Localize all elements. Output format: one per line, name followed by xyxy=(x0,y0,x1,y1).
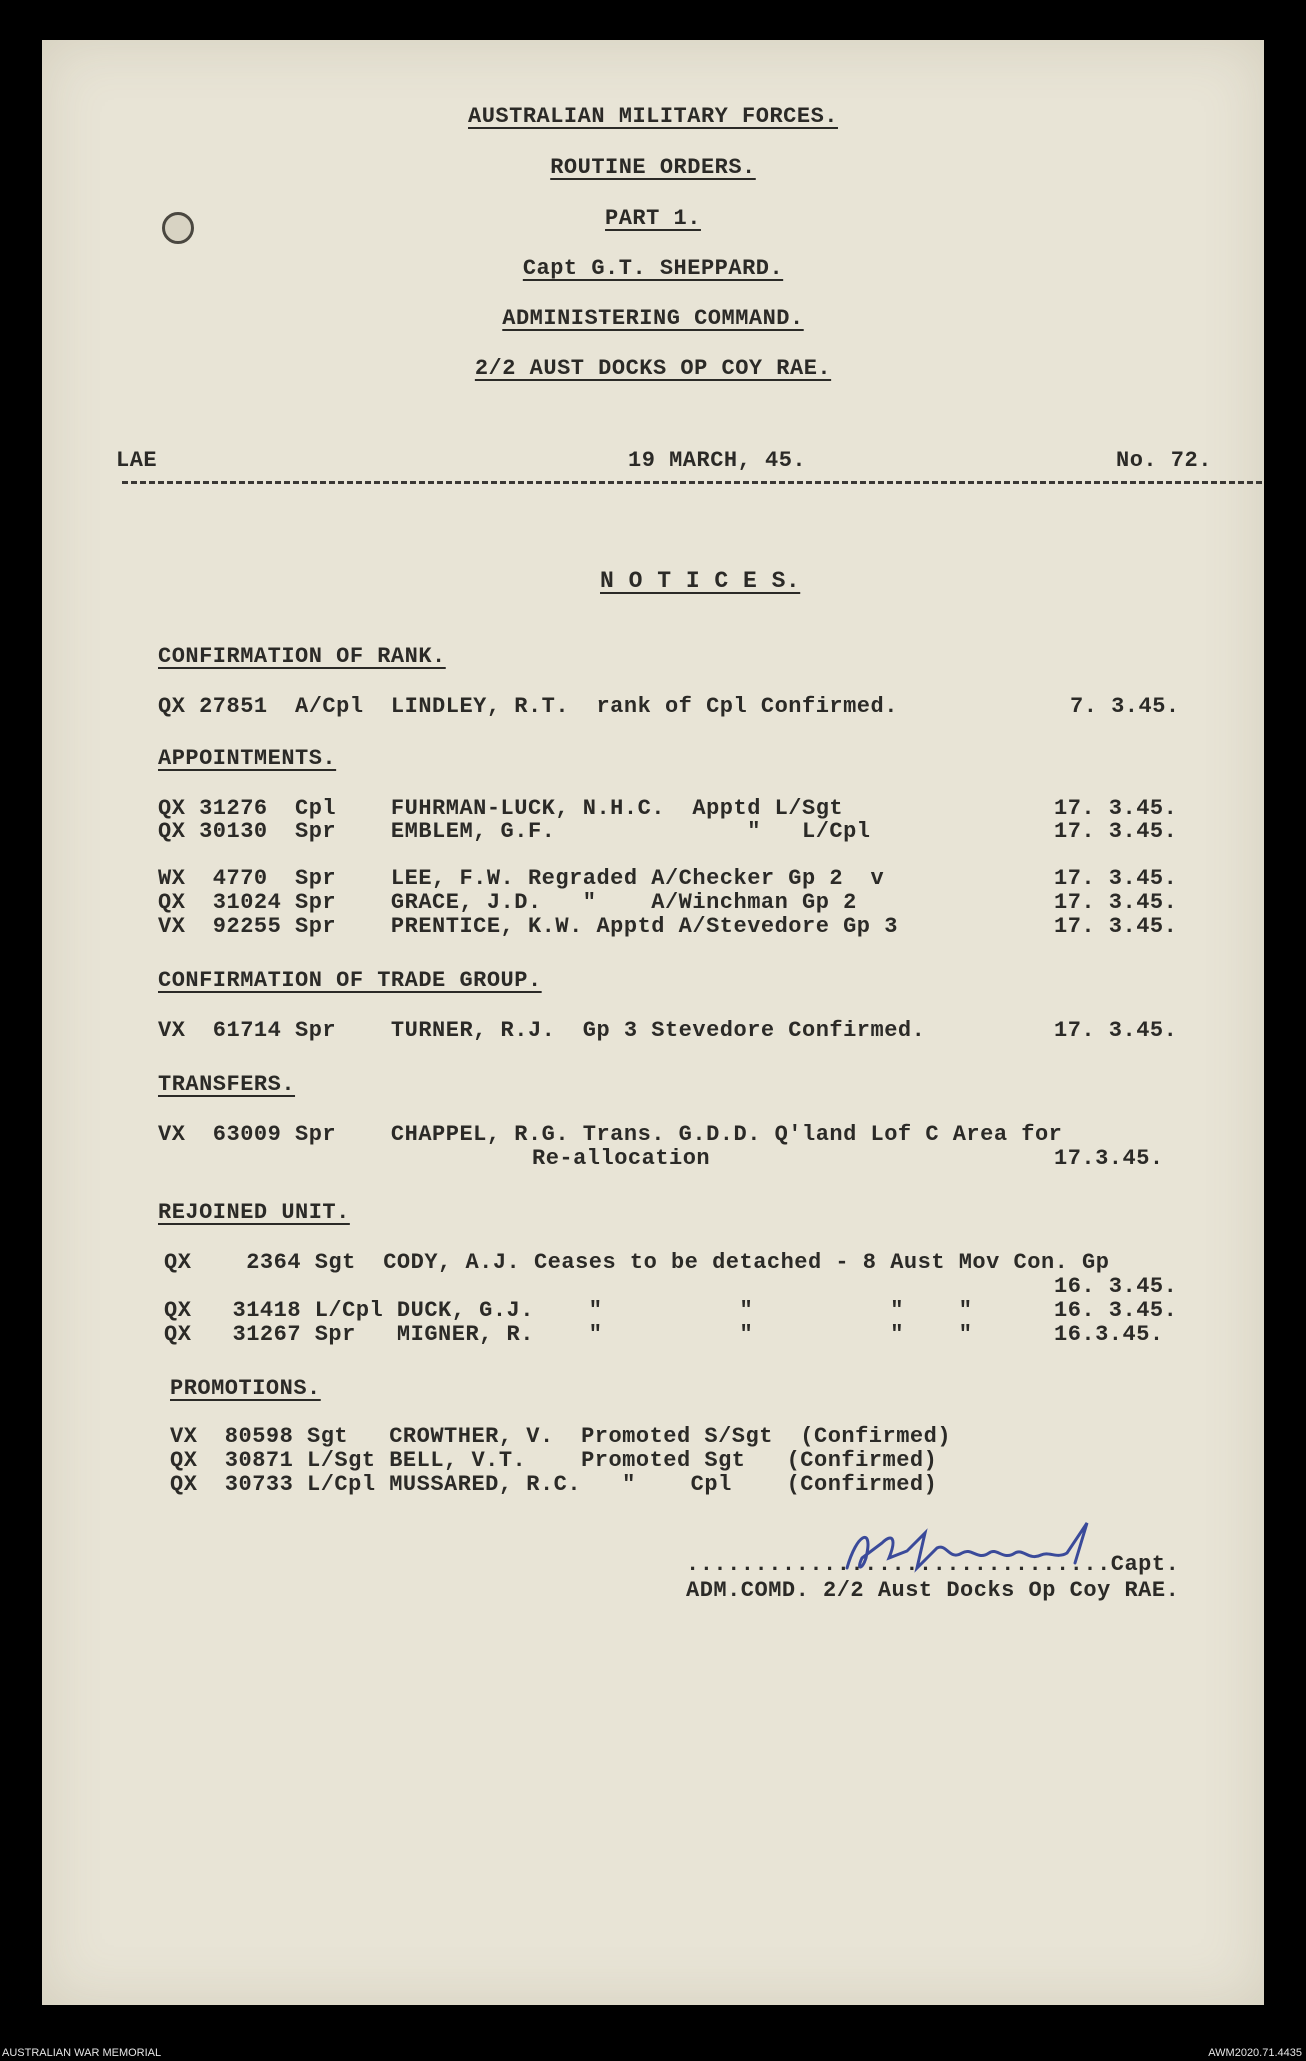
header-unit: 2/2 AUST DOCKS OP COY RAE. xyxy=(474,356,832,381)
notice-date: 16.3.45. xyxy=(1054,1322,1164,1347)
notice-row: QX 27851 A/Cpl LINDLEY, R.T. rank of Cpl Confirmed. xyxy=(158,694,898,719)
header-command: ADMINISTERING COMMAND. xyxy=(502,306,804,331)
header-routine-orders: ROUTINE ORDERS. xyxy=(550,155,756,180)
notice-row: WX 4770 Spr LEE, F.W. Regraded A/Checker Gp 2 v xyxy=(158,866,885,891)
notice-row-continuation: Re-allocation xyxy=(532,1146,711,1171)
notice-row: QX 31418 L/Cpl DUCK, G.J. " " " " xyxy=(164,1298,973,1323)
notice-row: VX 92255 Spr PRENTICE, K.W. Apptd A/Stevedore Gp 3 xyxy=(158,914,898,939)
header-title: AUSTRALIAN MILITARY FORCES. xyxy=(468,104,838,129)
section-heading-transfers: TRANSFERS. xyxy=(158,1072,296,1097)
notice-row: QX 31276 Cpl FUHRMAN-LUCK, N.H.C. Apptd L/Sgt xyxy=(158,796,844,821)
footer-reference: AWM2020.71.4435 xyxy=(1208,2047,1302,2059)
notice-date: 17. 3.45. xyxy=(1054,890,1178,915)
notice-date: 17. 3.45. xyxy=(1054,914,1178,939)
notice-row: QX 31024 Spr GRACE, J.D. " A/Winchman Gp 2 xyxy=(158,890,857,915)
notice-row: QX 30871 L/Sgt BELL, V.T. Promoted Sgt (Confirmed) xyxy=(170,1448,938,1473)
notice-date: 7. 3.45. xyxy=(1070,694,1180,719)
notice-date: 17. 3.45. xyxy=(1054,819,1178,844)
section-heading-trade: CONFIRMATION OF TRADE GROUP. xyxy=(158,968,542,993)
notice-row: QX 31267 Spr MIGNER, R. " " " " xyxy=(164,1322,973,1347)
section-heading-rank: CONFIRMATION OF RANK. xyxy=(158,644,446,669)
notice-date: 16. 3.45. xyxy=(1054,1274,1178,1299)
notice-row: QX 30733 L/Cpl MUSSARED, R.C. " Cpl (Confirmed) xyxy=(170,1472,938,1497)
dateline-date: 19 MARCH, 45. xyxy=(628,448,807,473)
signature-role: ADM.COMD. 2/2 Aust Docks Op Coy RAE. xyxy=(686,1578,1180,1603)
notice-date: 17. 3.45. xyxy=(1054,796,1178,821)
document-page xyxy=(42,40,1264,2005)
notice-row: VX 61714 Spr TURNER, R.J. Gp 3 Stevedore Confirmed. xyxy=(158,1018,926,1043)
section-heading-rejoined: REJOINED UNIT. xyxy=(158,1200,350,1225)
notice-row: VX 80598 Sgt CROWTHER, V. Promoted S/Sgt (Confirmed) xyxy=(170,1424,952,1449)
notice-row: VX 63009 Spr CHAPPEL, R.G. Trans. G.D.D. Q'land Lof C Area for xyxy=(158,1122,1063,1147)
notice-date: 17.3.45. xyxy=(1054,1146,1164,1171)
header-officer: Capt G.T. SHEPPARD. xyxy=(522,256,784,281)
section-heading-appointments: APPOINTMENTS. xyxy=(158,746,337,771)
header-part: PART 1. xyxy=(605,206,701,231)
signature-line: ...............................Capt. xyxy=(686,1552,1180,1577)
dateline-number: No. 72. xyxy=(1116,448,1212,473)
notice-row: QX 30130 Spr EMBLEM, G.F. " L/Cpl xyxy=(158,819,871,844)
dateline-place: LAE xyxy=(116,448,158,473)
notice-date: 17. 3.45. xyxy=(1054,1018,1178,1043)
section-heading-promotions: PROMOTIONS. xyxy=(170,1376,321,1401)
notice-date: 16. 3.45. xyxy=(1054,1298,1178,1323)
footer-credit: AUSTRALIAN WAR MEMORIAL xyxy=(2,2047,162,2059)
footer-bar xyxy=(0,2005,1306,2061)
notices-title: N O T I C E S. xyxy=(600,568,801,594)
notice-row: QX 2364 Sgt CODY, A.J. Ceases to be detached - 8 Aust Mov Con. Gp xyxy=(164,1250,1110,1275)
dashed-rule xyxy=(122,481,1262,484)
notice-date: 17. 3.45. xyxy=(1054,866,1178,891)
